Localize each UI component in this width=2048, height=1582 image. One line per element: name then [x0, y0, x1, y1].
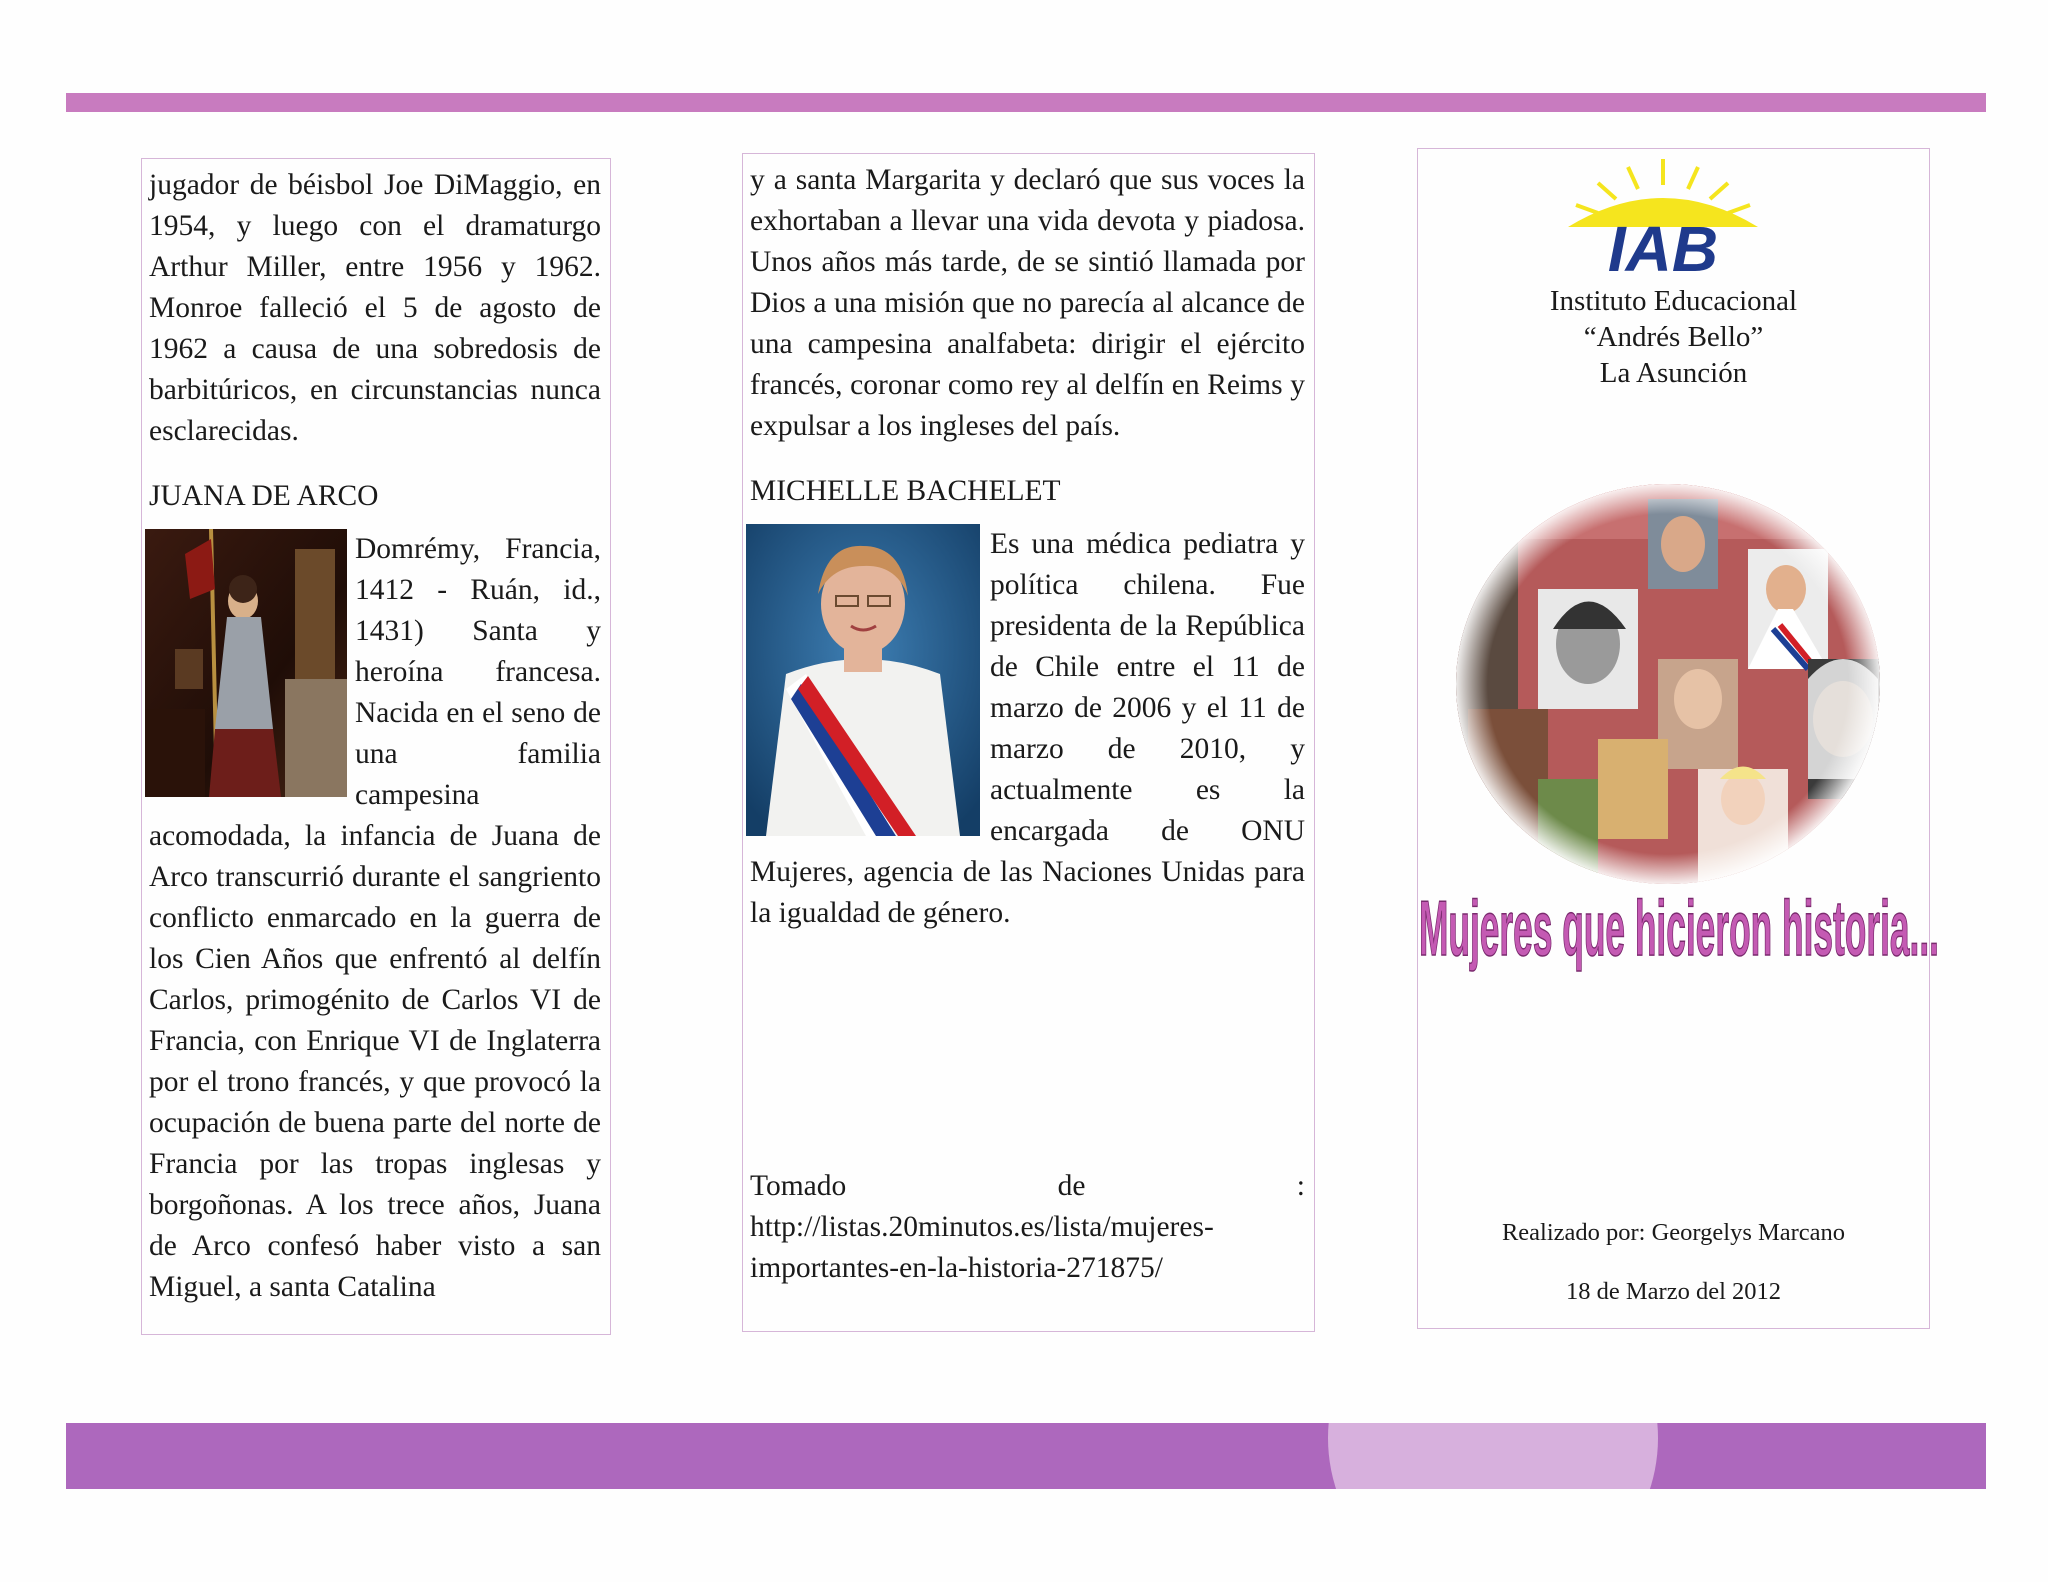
iab-logo-icon [1558, 159, 1768, 277]
bottom-bar-circle [1328, 1423, 1658, 1489]
women-collage-oval-icon [1448, 479, 1888, 889]
juana-de-arco-body: Domrémy, Francia, 1412 - Ruán, id., 1431) Santa y heroína francesa. Nacida en el seno de una familia campesina acomodada, la infancia de Juana de Arco transcurrió durante el sangriento conflicto enmarcado en la guerra de los Cien Años que enfrentó al delfín Carlos, primogénito de Carlos VI de Francia, con Enrique VI de Inglaterra por el trono francés, y que provocó la ocupación de buena parte del norte de Francia por las tropas inglesas y borgoñonas. A los trece años, Juana de Arco confesó haber visto a san Miguel, a santa Catalina [149, 533, 601, 1303]
monroe-continuation-text: jugador de béisbol Joe DiMaggio, en 1954, y luego con el dramaturgo Arthur Miller, entre 1956 y 1962. Monroe falleció el 5 de agosto de 1962 a causa de una sobredosis de barbitúricos, en circunstancias nunca esclarecidas. [149, 169, 601, 447]
title-text: Mujeres que hicieron historia... [1419, 884, 1939, 972]
date-credit: 18 de Marzo del 2012 [1566, 1278, 1781, 1305]
left-panel [141, 158, 611, 1335]
institute-line-2: “Andrés Bello” [1583, 321, 1764, 353]
juana-de-arco-heading: JUANA DE ARCO [149, 480, 379, 512]
source-reference: Tomado de : http://listas.20minutos.es/lista/mujeres-importantes-en-la-historia-271875/ [750, 1170, 1305, 1284]
brochure-title [1414, 877, 1944, 987]
middle-panel [742, 153, 1315, 1332]
juana-de-arco-section [149, 529, 601, 1308]
institute-name [1418, 283, 1929, 391]
institute-line-3: La Asunción [1599, 357, 1748, 389]
michelle-bachelet-body: Es una médica pediatra y política chilena. Fue presidenta de la República de Chile entre el 11 de marzo de 2006 y el 11 de marzo de 2010, y actualmente es la encargada de ONU Mujeres, agencia de las Naciones Unidas para la igualdad de género. [750, 528, 1305, 929]
juana-de-arco-continuation-text: y a santa Margarita y declaró que sus voces la exhortaban a llevar una vida devota y piadosa. Unos años más tarde, de se sintió llamada por Dios a una misión que no parecía al alcance de una campesina analfabeta: dirigir el ejército francés, coronar como rey al delfín en Reims y expulsar a los ingleses del país. [750, 164, 1305, 442]
michelle-bachelet-heading: MICHELLE BACHELET [750, 475, 1061, 507]
top-decorative-bar [66, 93, 1986, 112]
author-credit: Realizado por: Georgelys Marcano [1501, 1219, 1846, 1246]
joan-of-arc-painting-icon [145, 529, 347, 797]
bottom-decorative-bar [66, 1423, 1986, 1489]
logo-text: IAB [1607, 213, 1719, 277]
institute-line-1: Instituto Educacional [1549, 285, 1798, 317]
michelle-bachelet-section [750, 524, 1305, 934]
michelle-bachelet-portrait-icon [746, 524, 980, 836]
cover-panel [1417, 148, 1939, 1329]
